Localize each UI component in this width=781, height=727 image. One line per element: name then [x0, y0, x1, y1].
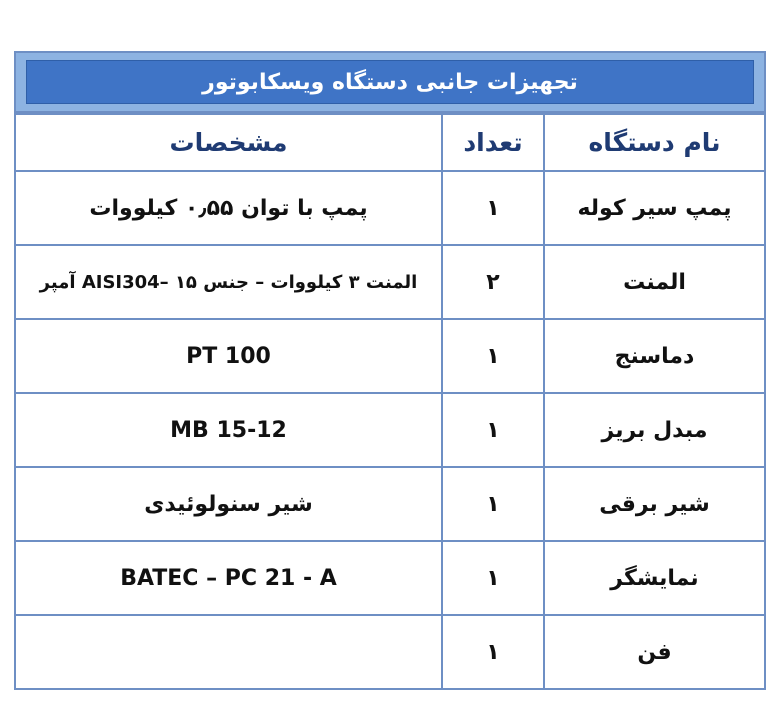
header-count: تعداد: [442, 114, 544, 171]
cell-name: شیر برقی: [544, 467, 764, 541]
table-row: [16, 245, 764, 319]
table-row: [16, 467, 764, 541]
cell-count: ۱: [442, 171, 544, 245]
table-title-bar: [16, 53, 764, 113]
table-row: [16, 393, 764, 467]
table-row: [16, 541, 764, 615]
cell-spec: MB 15-12: [16, 393, 442, 467]
cell-spec: پمپ با توان ۰٫۵۵ کیلووات: [16, 171, 442, 245]
equipment-grid: [16, 113, 764, 688]
cell-count: ۲: [442, 245, 544, 319]
cell-count: ۱: [442, 393, 544, 467]
cell-count: ۱: [442, 615, 544, 688]
header-row: [16, 114, 764, 171]
table-title: تجهیزات جانبی دستگاه ویسکابوتور: [26, 60, 754, 104]
header-name: نام دستگاه: [544, 114, 764, 171]
cell-name: نمایشگر: [544, 541, 764, 615]
cell-name: مبدل بریز: [544, 393, 764, 467]
cell-name: فن: [544, 615, 764, 688]
cell-name: المنت: [544, 245, 764, 319]
cell-spec: [16, 615, 442, 688]
header-spec: مشخصات: [16, 114, 442, 171]
cell-count: ۱: [442, 319, 544, 393]
table-row: [16, 171, 764, 245]
cell-spec: PT 100: [16, 319, 442, 393]
cell-name: پمپ سیر کوله: [544, 171, 764, 245]
cell-spec: المنت ۳ کیلووات – جنس AISI304– ۱۵ آمپر: [16, 245, 442, 319]
cell-count: ۱: [442, 541, 544, 615]
cell-spec: شیر سنولوئیدی: [16, 467, 442, 541]
equipment-table: [14, 51, 766, 690]
table-row: [16, 615, 764, 688]
cell-name: دماسنج: [544, 319, 764, 393]
cell-count: ۱: [442, 467, 544, 541]
table-row: [16, 319, 764, 393]
cell-spec: BATEC – PC 21 - A: [16, 541, 442, 615]
